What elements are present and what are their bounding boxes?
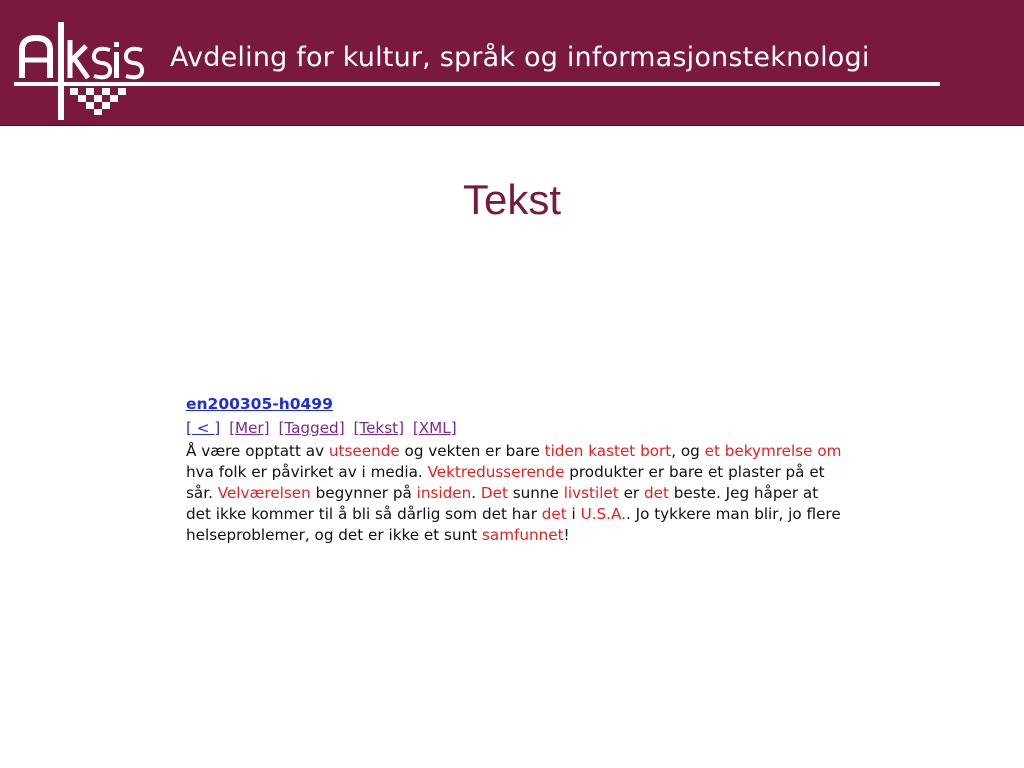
text-segment: . — [471, 484, 481, 502]
text-segment: og vekten er bare — [399, 442, 545, 460]
header-rule — [14, 82, 940, 86]
header-banner — [0, 0, 1024, 126]
highlighted-word: det — [541, 505, 567, 523]
nav-link-tagged[interactable]: [Tagged] — [278, 419, 345, 437]
text-segment: begynner på — [310, 484, 417, 502]
highlighted-word: U.S.A. — [580, 505, 626, 523]
text-segment: Å være opptatt av — [186, 442, 329, 460]
document-id-link[interactable]: en200305-h0499 — [186, 395, 333, 413]
text-segment: produkter er bare et plaster på et sår. — [186, 463, 825, 502]
text-segment: sunne — [507, 484, 564, 502]
aksis-logo — [0, 0, 170, 126]
highlighted-word: Det — [480, 484, 508, 502]
highlighted-word: det — [644, 484, 669, 502]
text-segment: hva folk er påvirket av i media. — [186, 463, 428, 481]
text-segment: . Jo tykkere man blir, jo flere helseproblemer, og det er ikke et sunt — [186, 505, 841, 544]
essay-paragraph — [186, 441, 846, 546]
text-screenshot — [186, 394, 846, 546]
highlighted-word: tiden kastet bort — [544, 442, 672, 460]
highlighted-word: livstilet — [563, 484, 619, 502]
highlighted-word: insiden — [416, 484, 472, 502]
department-title: Avdeling for kultur, språk og informasjonsteknologi — [170, 42, 870, 73]
nav-link-back[interactable]: [ < ] — [186, 419, 221, 437]
highlighted-word: samfunnet — [482, 526, 564, 544]
nav-links — [186, 418, 846, 439]
highlighted-word: Vektredusserende — [427, 463, 565, 481]
highlighted-word: Velværelsen — [217, 484, 311, 502]
text-segment: er — [618, 484, 644, 502]
highlighted-word: utseende — [328, 442, 400, 460]
slide-title: Tekst — [462, 176, 562, 223]
text-segment: i — [566, 505, 581, 523]
text-segment: , og — [671, 442, 705, 460]
nav-link-tekst[interactable]: [Tekst] — [353, 419, 405, 437]
text-segment: beste. Jeg håper at det ikke kommer til å bli så dårlig som det har — [186, 484, 819, 523]
highlighted-word: et bekymrelse om — [704, 442, 842, 460]
text-segment: ! — [563, 526, 570, 544]
nav-link-mer[interactable]: [Mer] — [229, 419, 270, 437]
nav-link-xml[interactable]: [XML] — [412, 419, 457, 437]
